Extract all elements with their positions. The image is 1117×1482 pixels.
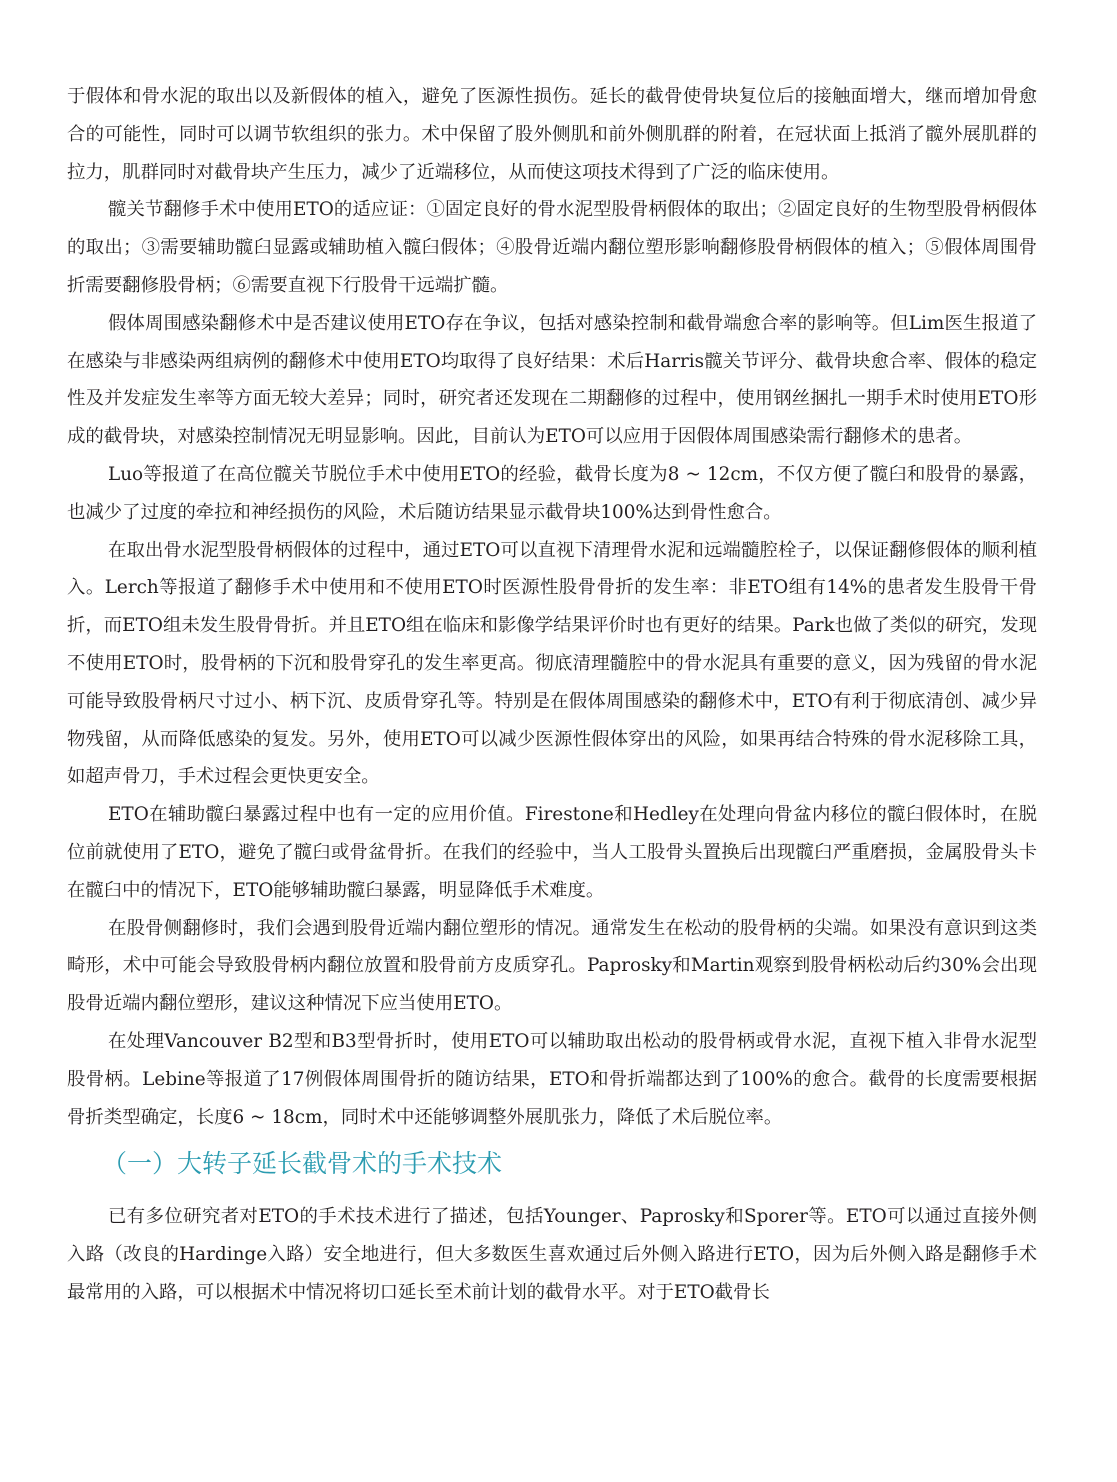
paragraph-4: Luo等报道了在高位髋关节脱位手术中使用ETO的经验，截骨长度为8 ~ 12cm，不仅方便了髋臼和股骨的暴露，也减少了过度的牵拉和神经损伤的风险，术后随访结果显示截骨块100%达到骨性愈合。	[67, 463, 1037, 523]
paragraph-7: 在股骨侧翻修时，我们会遇到股骨近端内翻位塑形的情况。通常发生在松动的股骨柄的尖端。如果没有意识到这类畸形，术中可能会导致股骨柄内翻位放置和股骨前方皮质穿孔。Paprosky和Martin观察到股骨柄松动后约30%会出现股骨近端内翻位塑形，建议这种情况下应当使用ETO。	[67, 917, 1037, 1015]
paragraph-8: 在处理Vancouver B2型和B3型骨折时，使用ETO可以辅助取出松动的股骨柄或骨水泥，直视下植入非骨水泥型股骨柄。Lebine等报道了17例假体周围骨折的随访结果，ETO和骨折端都达到了100%的愈合。截骨的长度需要根据骨折类型确定，长度6 ~ 18cm，同时术中还能够调整外展肌张力，降低了术后脱位率。	[67, 1030, 1037, 1128]
paragraph-6: ETO在辅助髋臼暴露过程中也有一定的应用价值。Firestone和Hedley在处理向骨盆内移位的髋臼假体时，在脱位前就使用了ETO，避免了髋臼或骨盆骨折。在我们的经验中，当人工股骨头置换后出现髋臼严重磨损，金属股骨头卡在髋臼中的情况下，ETO能够辅助髋臼暴露，明显降低手术难度。	[67, 804, 1037, 901]
document-page	[67, 78, 1037, 1312]
paragraph-2: 髋关节翻修手术中使用ETO的适应证：①固定良好的骨水泥型股骨柄假体的取出；②固定良好的生物型股骨柄假体的取出；③需要辅助髋臼显露或辅助植入髋臼假体；④股骨近端内翻位塑形影响翻修股骨柄假体的植入；⑤假体周围骨折需要翻修股骨柄；⑥需要直视下行股骨干远端扩髓。	[67, 199, 1037, 296]
paragraph-9: 已有多位研究者对ETO的手术技术进行了描述，包括Younger、Paprosky和Sporer等。ETO可以通过直接外侧入路（改良的Hardinge入路）安全地进行，但大多数医生喜欢通过后外侧入路进行ETO，因为后外侧入路是翻修手术最常用的入路，可以根据术中情况将切口延长至术前计划的截骨水平。对于ETO截骨长	[67, 1206, 1037, 1303]
paragraph-3: 假体周围感染翻修术中是否建议使用ETO存在争议，包括对感染控制和截骨端愈合率的影响等。但Lim医生报道了在感染与非感染两组病例的翻修术中使用ETO均取得了良好结果：术后Harris髋关节评分、截骨块愈合率、假体的稳定性及并发症发生率等方面无较大差异；同时，研究者还发现在二期翻修的过程中，使用钢丝捆扎一期手术时使用ETO形成的截骨块，对感染控制情况无明显影响。因此，目前认为ETO可以应用于因假体周围感染需行翻修术的患者。	[67, 312, 1037, 448]
section-heading: （一）大转子延长截骨术的手术技术	[102, 1149, 503, 1179]
paragraph-1: 于假体和骨水泥的取出以及新假体的植入，避免了医源性损伤。延长的截骨使骨块复位后的接触面增大，继而增加骨愈合的可能性，同时可以调节软组织的张力。术中保留了股外侧肌和前外侧肌群的附着，在冠状面上抵消了髋外展肌群的拉力，肌群同时对截骨块产生压力，减少了近端移位，从而使这项技术得到了广泛的临床使用。	[67, 86, 1037, 183]
paragraph-5: 在取出骨水泥型股骨柄假体的过程中，通过ETO可以直视下清理骨水泥和远端髓腔栓子，以保证翻修假体的顺利植入。Lerch等报道了翻修手术中使用和不使用ETO时医源性股骨骨折的发生率：非ETO组有14%的患者发生股骨干骨折，而ETO组未发生股骨骨折。并且ETO组在临床和影像学结果评价时也有更好的结果。Park也做了类似的研究，发现不使用ETO时，股骨柄的下沉和股骨穿孔的发生率更高。彻底清理髓腔中的骨水泥具有重要的意义，因为残留的骨水泥可能导致股骨柄尺寸过小、柄下沉、皮质骨穿孔等。特别是在假体周围感染的翻修术中，ETO有利于彻底清创、减少异物残留，从而降低感染的复发。另外，使用ETO可以减少医源性假体穿出的风险，如果再结合特殊的骨水泥移除工具，如超声骨刀，手术过程会更快更安全。	[67, 539, 1037, 788]
